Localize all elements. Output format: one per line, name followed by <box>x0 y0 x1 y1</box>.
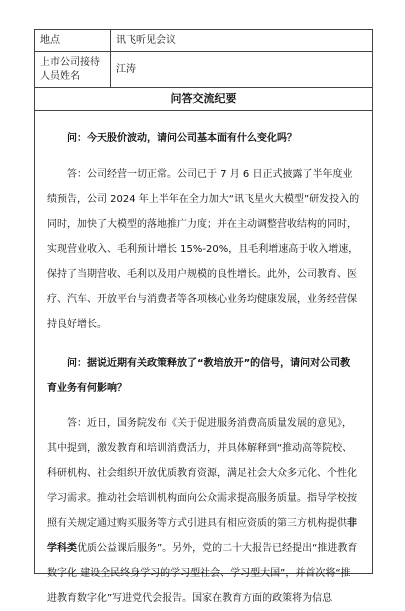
reception-person-row <box>35 52 372 88</box>
answer-2-text-part1: 答：近日，国务院发布《关于促进服务消费高质量发展的意见》，其中提到，激发教育和培训消费活力，并具体解释到“推动高等院校、科研机构、社会组织开放优质教育资源，满足社会大众多元化、个性化学习需求。推动社会培训机构面向公众需求提高服务质量。指导学校按照有关规定通过购买服务等方式引进具有相应资质的第三方机构提供 <box>47 418 357 529</box>
interview-record-table <box>34 29 373 604</box>
location-value: 讯飞听见会议 <box>116 35 176 46</box>
answer-1: 答：公司经营一切正常。公司已于 7 月 6 日正式披露了半年度业绩预告，公司 2024 年上半年在全力加大“讯飞星火大模型”研发投入的同时，加快了大模型的落地推广力度；并在主动调整营收结构的同时，实现营业收入、毛利预计增长 15%-20%，且毛利增速高于收入增速，保持了当期营收、毛利以及用户规模的良性增长。此外，公司教育、医疗、汽车、开放平台与消费者等各项核心业务均健康发展，业务经营保持良好增长。 <box>47 169 360 330</box>
qa-content <box>35 111 372 604</box>
question-2: 问：据说近期有关政策释放了“教培放开”的信号，请问对公司教育业务有何影响？ <box>47 358 351 394</box>
section-title: 问答交流纪要 <box>170 92 237 105</box>
question-1: 问：今天股价波动，请问公司基本面有什么变化吗？ <box>67 133 297 144</box>
location-label: 地点 <box>35 30 111 51</box>
answer-2 <box>47 411 360 611</box>
reception-person-value: 江涛 <box>116 64 136 75</box>
reception-person-label: 上市公司接待人员姓名 <box>35 52 111 87</box>
answer-2-emphasis: 非学科类 <box>47 518 357 554</box>
answer-2-text-part2: 优质公益课后服务”。另外，党的二十大报告已经提出“推进教育数字化 建设全民终身学习的学习型社会、学习型大国”，并首次将“推进教育数字化”写进党代会报告。国家在教育方面的政策将为信息 <box>47 543 358 604</box>
section-title-row <box>35 88 372 111</box>
location-row <box>35 30 372 52</box>
